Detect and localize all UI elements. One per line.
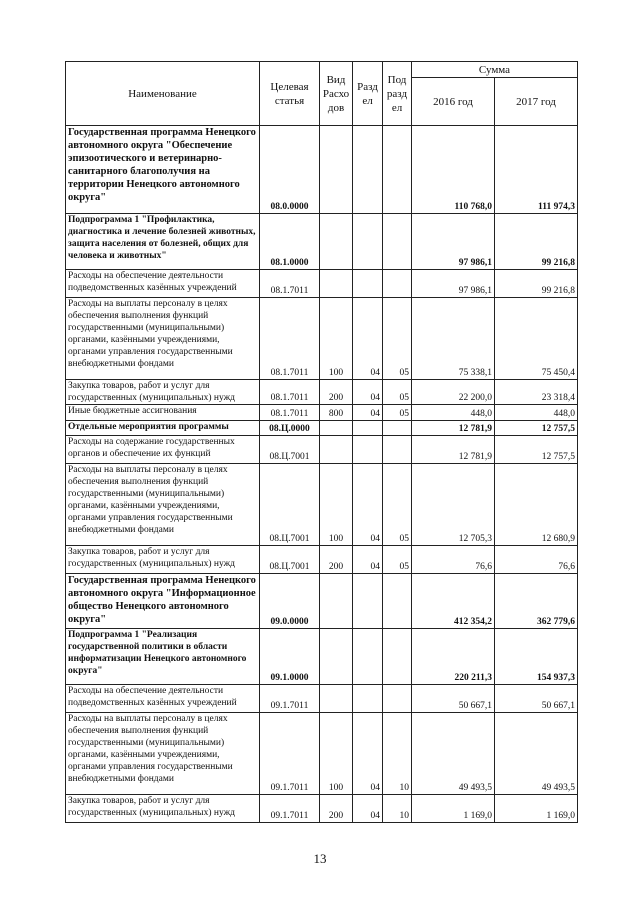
row-name: Государственная программа Ненецкого автономного округа "Информационное общество Ненецкого автономного округа" <box>66 574 260 629</box>
budget-table <box>65 61 578 823</box>
row-target-article: 08.1.0000 <box>260 214 320 270</box>
row-target-article: 09.1.7011 <box>260 713 320 795</box>
row-name: Расходы на содержание государственных органов и обеспечение их функций <box>66 436 260 464</box>
row-target-article: 08.1.7011 <box>260 270 320 298</box>
row-section: 04 <box>353 546 383 574</box>
row-amount-2017: 1 169,0 <box>495 795 578 823</box>
row-name: Отдельные мероприятия программы <box>66 421 260 436</box>
row-subsection <box>383 421 412 436</box>
table-row <box>66 421 578 436</box>
header-year-2017: 2017 год <box>495 78 578 126</box>
row-target-article: 08.Ц.7001 <box>260 464 320 546</box>
row-subsection: 05 <box>383 464 412 546</box>
header-subsection: Под разд ел <box>383 62 412 126</box>
row-section: 04 <box>353 380 383 405</box>
row-name: Закупка товаров, работ и услуг для государственных (муниципальных) нужд <box>66 546 260 574</box>
row-amount-2016: 12 781,9 <box>412 436 495 464</box>
row-subsection: 10 <box>383 795 412 823</box>
row-name: Закупка товаров, работ и услуг для государственных (муниципальных) нужд <box>66 380 260 405</box>
row-amount-2016: 412 354,2 <box>412 574 495 629</box>
table-row <box>66 713 578 795</box>
row-amount-2016: 76,6 <box>412 546 495 574</box>
row-expense-type <box>320 126 353 214</box>
row-target-article: 08.1.7011 <box>260 380 320 405</box>
row-amount-2016: 1 169,0 <box>412 795 495 823</box>
row-amount-2016: 50 667,1 <box>412 685 495 713</box>
row-target-article: 08.Ц.7001 <box>260 546 320 574</box>
header-section: Разд ел <box>353 62 383 126</box>
header-year-2016: 2016 год <box>412 78 495 126</box>
row-name: Подпрограмма 1 "Профилактика, диагностика и лечение болезней животных, защита населения от болезней, общих для человека и животных" <box>66 214 260 270</box>
table-row <box>66 405 578 421</box>
row-target-article: 09.1.7011 <box>260 685 320 713</box>
row-section <box>353 214 383 270</box>
row-subsection <box>383 270 412 298</box>
row-subsection: 05 <box>383 546 412 574</box>
row-expense-type <box>320 214 353 270</box>
row-name: Закупка товаров, работ и услуг для государственных (муниципальных) нужд <box>66 795 260 823</box>
row-amount-2017: 50 667,1 <box>495 685 578 713</box>
row-subsection: 10 <box>383 713 412 795</box>
row-section <box>353 629 383 685</box>
row-subsection: 05 <box>383 380 412 405</box>
row-expense-type <box>320 685 353 713</box>
row-expense-type <box>320 421 353 436</box>
row-target-article: 08.1.7011 <box>260 405 320 421</box>
table-row <box>66 546 578 574</box>
row-target-article: 08.0.0000 <box>260 126 320 214</box>
row-name: Расходы на обеспечение деятельности подведомственных казённых учреждений <box>66 685 260 713</box>
row-amount-2016: 75 338,1 <box>412 298 495 380</box>
row-name: Расходы на выплаты персоналу в целях обеспечения выполнения функций государственными (муниципальными) органами, казёнными учреждениями, органами управления государственными внебюджетными фондами <box>66 713 260 795</box>
row-name: Расходы на выплаты персоналу в целях обеспечения выполнения функций государственными (муниципальными) органами, казёнными учреждениями, органами управления государственными внебюджетными фондами <box>66 298 260 380</box>
table-row <box>66 298 578 380</box>
row-name: Государственная программа Ненецкого автономного округа "Обеспечение эпизоотического и ветеринарно-санитарного благополучия на территории Ненецкого автономного округа" <box>66 126 260 214</box>
row-section <box>353 126 383 214</box>
table-row <box>66 574 578 629</box>
table-row <box>66 629 578 685</box>
row-amount-2017: 99 216,8 <box>495 270 578 298</box>
row-subsection <box>383 214 412 270</box>
row-subsection: 05 <box>383 298 412 380</box>
row-section <box>353 436 383 464</box>
row-subsection <box>383 436 412 464</box>
row-section: 04 <box>353 405 383 421</box>
row-amount-2016: 12 705,3 <box>412 464 495 546</box>
row-amount-2016: 97 986,1 <box>412 270 495 298</box>
row-amount-2017: 362 779,6 <box>495 574 578 629</box>
row-amount-2017: 12 680,9 <box>495 464 578 546</box>
table-row <box>66 126 578 214</box>
row-subsection <box>383 574 412 629</box>
header-expense-type: Вид Расхо дов <box>320 62 353 126</box>
row-amount-2017: 99 216,8 <box>495 214 578 270</box>
row-amount-2017: 23 318,4 <box>495 380 578 405</box>
row-name: Расходы на обеспечение деятельности подведомственных казённых учреждений <box>66 270 260 298</box>
table-header <box>66 62 578 126</box>
row-subsection: 05 <box>383 405 412 421</box>
row-subsection <box>383 685 412 713</box>
row-section: 04 <box>353 298 383 380</box>
row-expense-type <box>320 270 353 298</box>
row-name: Подпрограмма 1 "Реализация государственной политики в области информатизации Ненецкого автономного округа" <box>66 629 260 685</box>
row-amount-2017: 154 937,3 <box>495 629 578 685</box>
row-target-article: 09.0.0000 <box>260 574 320 629</box>
row-subsection <box>383 126 412 214</box>
row-section: 04 <box>353 795 383 823</box>
row-expense-type: 800 <box>320 405 353 421</box>
row-amount-2017: 12 757,5 <box>495 421 578 436</box>
row-amount-2016: 448,0 <box>412 405 495 421</box>
row-target-article: 08.1.7011 <box>260 298 320 380</box>
row-name: Иные бюджетные ассигнования <box>66 405 260 421</box>
row-section <box>353 574 383 629</box>
row-expense-type: 100 <box>320 713 353 795</box>
row-section: 04 <box>353 464 383 546</box>
row-amount-2016: 110 768,0 <box>412 126 495 214</box>
row-target-article: 08.Ц.0000 <box>260 421 320 436</box>
header-target-article: Целевая статья <box>260 62 320 126</box>
row-amount-2017: 76,6 <box>495 546 578 574</box>
row-expense-type: 200 <box>320 795 353 823</box>
row-target-article: 09.1.7011 <box>260 795 320 823</box>
row-expense-type <box>320 574 353 629</box>
header-name: Наименование <box>66 62 260 126</box>
row-expense-type: 200 <box>320 546 353 574</box>
table-row <box>66 436 578 464</box>
row-subsection <box>383 629 412 685</box>
row-section <box>353 421 383 436</box>
row-expense-type <box>320 436 353 464</box>
table-row <box>66 795 578 823</box>
row-expense-type: 100 <box>320 464 353 546</box>
row-amount-2017: 75 450,4 <box>495 298 578 380</box>
row-section <box>353 270 383 298</box>
row-name: Расходы на выплаты персоналу в целях обеспечения выполнения функций государственными (муниципальными) органами, казёнными учреждениями, органами управления государственными внебюджетными фондами <box>66 464 260 546</box>
row-amount-2016: 220 211,3 <box>412 629 495 685</box>
row-section <box>353 685 383 713</box>
row-amount-2017: 12 757,5 <box>495 436 578 464</box>
table-row <box>66 464 578 546</box>
row-amount-2017: 111 974,3 <box>495 126 578 214</box>
table-body <box>66 126 578 823</box>
row-amount-2016: 97 986,1 <box>412 214 495 270</box>
row-target-article: 09.1.0000 <box>260 629 320 685</box>
table-row <box>66 685 578 713</box>
row-expense-type: 100 <box>320 298 353 380</box>
row-section: 04 <box>353 713 383 795</box>
row-amount-2016: 22 200,0 <box>412 380 495 405</box>
table-row <box>66 270 578 298</box>
row-amount-2016: 49 493,5 <box>412 713 495 795</box>
header-sum: Сумма <box>412 62 578 78</box>
page-number: 13 <box>313 851 327 866</box>
row-expense-type <box>320 629 353 685</box>
row-target-article: 08.Ц.7001 <box>260 436 320 464</box>
row-amount-2016: 12 781,9 <box>412 421 495 436</box>
table-row <box>66 214 578 270</box>
row-amount-2017: 49 493,5 <box>495 713 578 795</box>
table-row <box>66 380 578 405</box>
row-expense-type: 200 <box>320 380 353 405</box>
row-amount-2017: 448,0 <box>495 405 578 421</box>
